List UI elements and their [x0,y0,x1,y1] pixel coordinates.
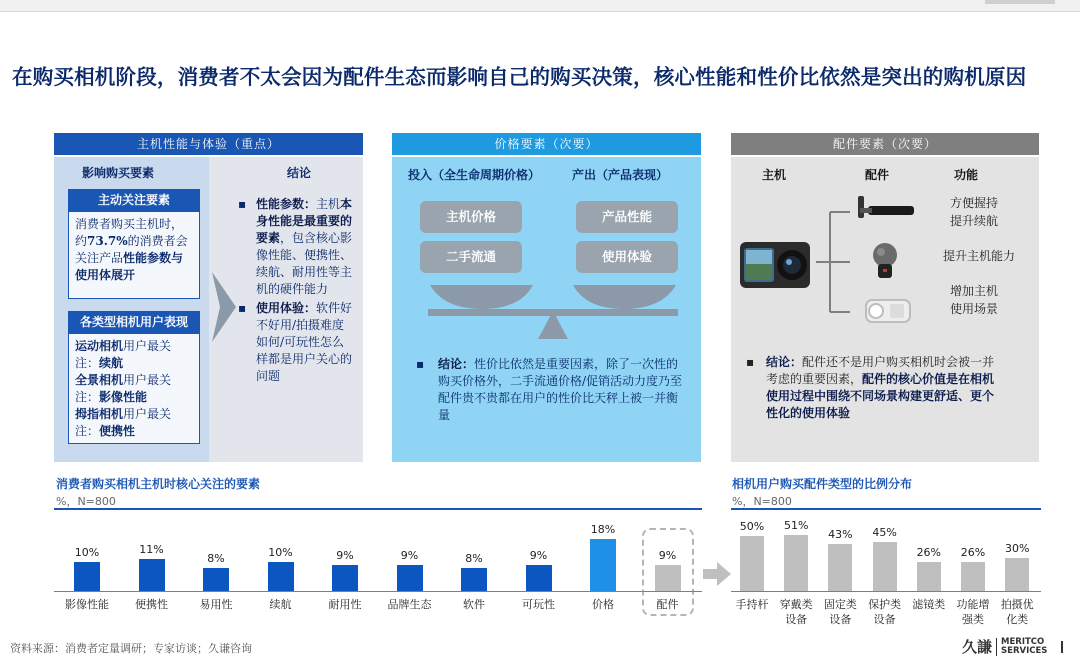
box2-l2c: 影像性能 [99,390,148,404]
value-label-left-9: 9% [658,548,677,562]
panel3-col-host: 主机 [762,168,787,182]
value-label-left-3: 10% [268,546,293,559]
page-marker [1061,641,1063,653]
bar-right-4 [917,562,941,591]
box2-l1a: 运动相机 [75,339,124,353]
value-label-left-8: 18% [590,522,616,536]
bar-left-8 [590,539,616,591]
pill-performance: 产品性能 [576,201,678,233]
panel1-bullet1: ▪ 性能参数：主机本身性能是最重要的要素，包含核心影像性能、便携性、续航、耐用性等主机的硬件能力 [238,197,353,296]
category-label-left-8: 价格 [592,598,614,611]
brand-logo [962,636,1063,657]
microphone-icon [868,242,902,280]
func-2 [934,247,1024,265]
left-chart-title: 消费者购买相机主机时核心关注的要素 [56,477,261,491]
bullet2-bold: 使用体验： [256,301,317,315]
box2-header: 各类型相机用户表现 [68,311,200,333]
bar-left-7 [526,565,552,591]
bar-left-3 [268,562,294,591]
box1-text-a: 消费者购买主机时，约 [75,217,184,248]
action-camera-icon [740,240,812,290]
pill-host-price: 主机价格 [420,201,522,233]
pill-experience: 使用体验 [576,241,678,273]
logo-divider [996,638,997,656]
selfie-stick-icon [854,190,916,226]
panel1-col2-title: 结论 [287,166,312,180]
panel3-col-acc: 配件 [865,168,890,182]
right-chart-title: 相机用户购买配件类型的比例分布 [732,477,913,491]
balance-scale-icon [428,283,678,343]
category-label-right-0: 手持杆 [735,598,769,611]
bar-left-5 [397,565,423,591]
category-label-left-0: 影像性能 [65,598,109,611]
box1-header: 主动关注要素 [68,189,200,211]
value-label-right-3: 45% [872,525,897,539]
func-1-text: 方便握持 提升续航 [949,196,998,228]
bullet1-text-b: ，包含核心影像性能、便携性、续航、耐用性等主机的硬件能力 [256,231,353,296]
arrow-right-icon [212,272,236,342]
category-label-right-4: 滤镜类 [912,598,946,611]
bar-right-1 [784,535,808,591]
panel1-header: 主机性能与体验（重点） [54,133,363,155]
box2-l1c: 续航 [99,356,124,370]
category-label-left-3: 续航 [269,598,292,611]
bar-left-2 [203,568,229,591]
value-label-right-0: 50% [739,520,765,533]
value-label-left-4: 9% [336,548,354,562]
panel1-bullet2: ▪ 使用体验：软件好不好用/拍摄难度如何/可玩性怎么样都是用户关心的问题 [238,301,353,383]
bar-left-4 [332,565,358,591]
top-right-mark [985,0,1055,4]
category-label-left-1: 便携性 [135,598,168,611]
box2-l3c: 便携性 [99,424,136,438]
bar-right-5 [961,562,985,591]
logo-en2: SERVICES [1001,645,1048,656]
panel3-conclusion-text: 配件还不是用户购买相机时会被一并考虑的重要因素， [766,355,995,386]
bar-left-1 [139,559,165,591]
category-label-right-3: 保护类设备 [868,598,902,626]
footer-source: 资料来源：消费者定量调研；专家访谈；久谦咨询 [10,642,252,655]
bar-right-0 [740,536,764,591]
logo-en1: MERITCO [1001,636,1045,647]
panel3-conclusion-bold2: 配件的核心价值是在相机使用过程中围绕不同场景构建更舒适、更个性化的使用体验 [766,372,995,420]
box2-l3a: 拇指相机 [75,407,124,421]
left-axis-line [54,591,702,592]
right-chart-sub: %，N=800 [732,495,792,508]
category-label-right-2: 固定类设备 [823,598,857,626]
panel1-col1-title: 影响购买要素 [82,166,155,180]
func-2-text: 提升主机能力 [942,249,1015,263]
box1-text-b: 的消费者会关注产品 [75,234,188,265]
logo-cn: 久謙 [962,638,993,656]
panel2-conclusion: ▪ 结论：性价比依然是重要因素，除了一次性的购买价格外，二手流通价格/促销活动力度乃至配件贵不贵都在用户的性价比天秤上被一并衡量 [416,357,683,422]
logo-en [1001,638,1047,656]
panel2-left-title: 投入（全生命周期价格） [408,168,541,182]
category-label-right-1: 穿戴类设备 [779,598,813,626]
panel3-header: 配件要素（次要） [731,133,1039,155]
left-chart-top-rule [54,508,702,510]
value-label-right-6: 30% [1004,542,1030,555]
value-label-right-1: 51% [783,518,809,532]
bar-right-2 [828,544,852,591]
category-label-left-5: 品牌生态 [387,598,432,611]
arrow-right-icon-chart [703,562,731,586]
right-axis-line [731,591,1041,592]
bracket-connector [816,206,850,318]
func-3-text: 增加主机 使用场景 [949,284,998,316]
category-label-left-4: 耐用性 [328,598,362,611]
category-label-left-6: 软件 [463,598,485,611]
top-bar [0,0,1080,12]
box1-bold: 性能参数与使用体展开 [75,251,184,282]
value-label-left-7: 9% [529,548,548,562]
category-label-left-2: 易用性 [199,598,233,611]
left-chart-sub: %，N=800 [56,495,116,508]
box2-l2a: 全景相机 [75,373,124,387]
box1-pct: 73.7% [87,234,128,248]
func-1 [944,194,1004,230]
panel1-conclusion [238,196,356,385]
bullet1-text-a: 主机 [316,197,341,211]
category-label-right-5: 功能增强类 [956,598,990,626]
bar-left-6 [461,568,487,591]
box2-l3b: 用户最关注： [75,407,172,438]
pill-secondhand: 二手流通 [420,241,522,273]
box2-l2b: 用户最关注： [75,373,172,404]
bar-left-9 [655,565,681,591]
value-label-left-6: 8% [465,551,483,565]
box1-body [68,211,200,299]
bullet2-text: 软件好不好用/拍摄难度如何/可玩性怎么样都是用户关心的问题 [256,301,353,383]
bar-right-3 [873,542,897,592]
bar-left-0 [74,562,100,591]
bullet1-bold: 性能参数： [256,197,317,211]
box2-body [68,333,200,444]
panel3-conclusion-bold: 结论： [766,355,803,369]
panel2-header: 价格要素（次要） [392,133,701,155]
value-label-right-4: 26% [916,546,942,560]
value-label-left-5: 9% [400,548,419,562]
panel2-conclusion-text: 性价比依然是重要因素，除了一次性的购买价格外，二手流通价格/促销活动力度乃至配件贵不贵都在用户的性价比天秤上被一并衡量 [438,357,683,422]
protective-case-icon [860,294,916,328]
category-label-right-6: 拍摄优化类 [1000,598,1034,626]
right-chart-top-rule [731,508,1041,510]
bar-right-6 [1005,558,1029,591]
value-label-left-2: 8% [207,551,225,565]
value-label-right-2: 43% [828,527,853,541]
bullet1-bold2: 本身性能是最重要的要素 [256,197,353,245]
value-label-right-5: 26% [960,546,986,560]
panel3-col-func: 功能 [954,168,979,182]
category-label-left-9: 配件 [656,598,679,611]
value-label-left-1: 11% [139,543,164,557]
panel2-conclusion-bold: 结论： [438,357,475,371]
panel2-right-title: 产出（产品表现） [572,168,669,182]
page-title: 在购买相机阶段，消费者不太会因为配件生态而影响自己的购买决策，核心性能和性价比依然是突出的购机原因 [12,65,1027,89]
value-label-left-0: 10% [74,546,100,559]
box2-l1b: 用户最关注： [75,339,172,370]
panel3-conclusion: ▪ 结论：配件还不是用户购买相机时会被一并考虑的重要因素，配件的核心价值是在相机使用过程中围绕不同场景构建更舒适、更个性化的使用体验 [746,355,995,420]
func-3 [944,282,1004,318]
category-label-left-7: 可玩性 [522,598,555,611]
